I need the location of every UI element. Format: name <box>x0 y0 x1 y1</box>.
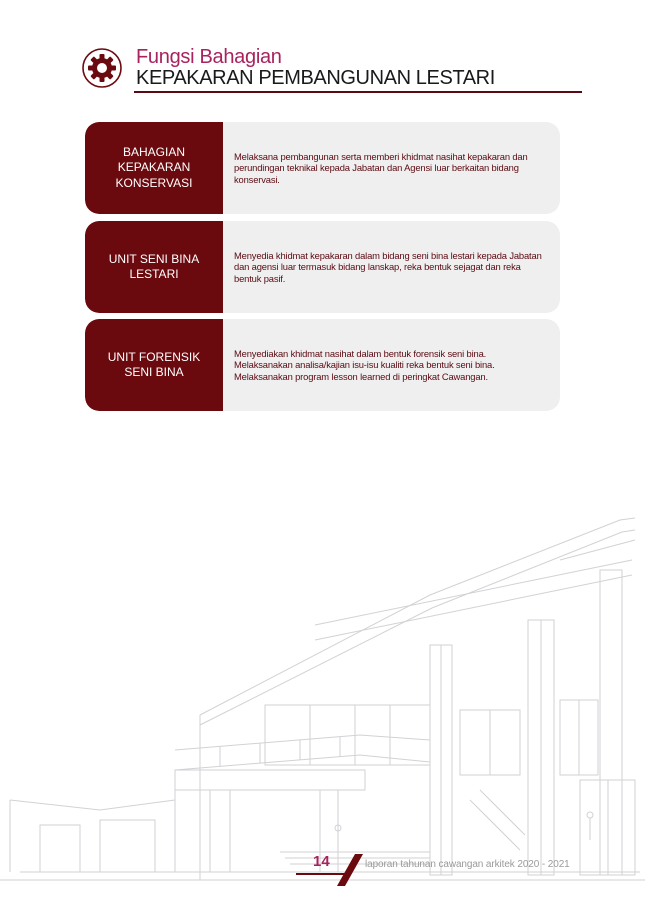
unit-card-description: Menyediakan khidmat nasihat dalam bentuk forensik seni bina. Melaksanakan analisa/kajian isu-isu kualiti reka bentuk seni bina. Melaksanakan program lesson learned di peringkat Cawangan. <box>234 347 495 382</box>
unit-card-label: UNIT SENI BINA LESTARI <box>85 221 223 313</box>
unit-card-seni-bina-lestari <box>85 221 560 313</box>
unit-card-label: BAHAGIAN KEPAKARAN KONSERVASI <box>85 122 223 214</box>
gear-icon <box>82 48 122 88</box>
page-title: KEPAKARAN PEMBANGUNAN LESTARI <box>136 67 495 89</box>
report-title: laporan tahunan cawangan arkitek 2020 - 2021 <box>365 859 570 870</box>
page-header <box>78 46 598 90</box>
unit-card-konservasi <box>85 122 560 214</box>
page-number: 14 <box>313 853 330 870</box>
slash-divider-icon <box>337 854 365 886</box>
header-underline <box>134 91 582 93</box>
unit-card-label: UNIT FORENSIK SENI BINA <box>85 319 223 411</box>
unit-card-description: Melaksana pembangunan serta memberi khidmat nasihat kepakaran dan perundingan teknikal kepada Jabatan dan Agensi luar berkaitan bidang konservasi. <box>234 150 528 185</box>
section-subtitle: Fungsi Bahagian <box>136 46 282 68</box>
unit-card-forensik <box>85 319 560 411</box>
unit-card-description: Menyedia khidmat kepakaran dalam bidang seni bina lestari kepada Jabatan dan agensi luar termasuk bidang lanskap, reka bentuk sejagat dan reka bentuk pasif. <box>234 249 542 284</box>
building-sketch-illustration <box>0 500 645 900</box>
